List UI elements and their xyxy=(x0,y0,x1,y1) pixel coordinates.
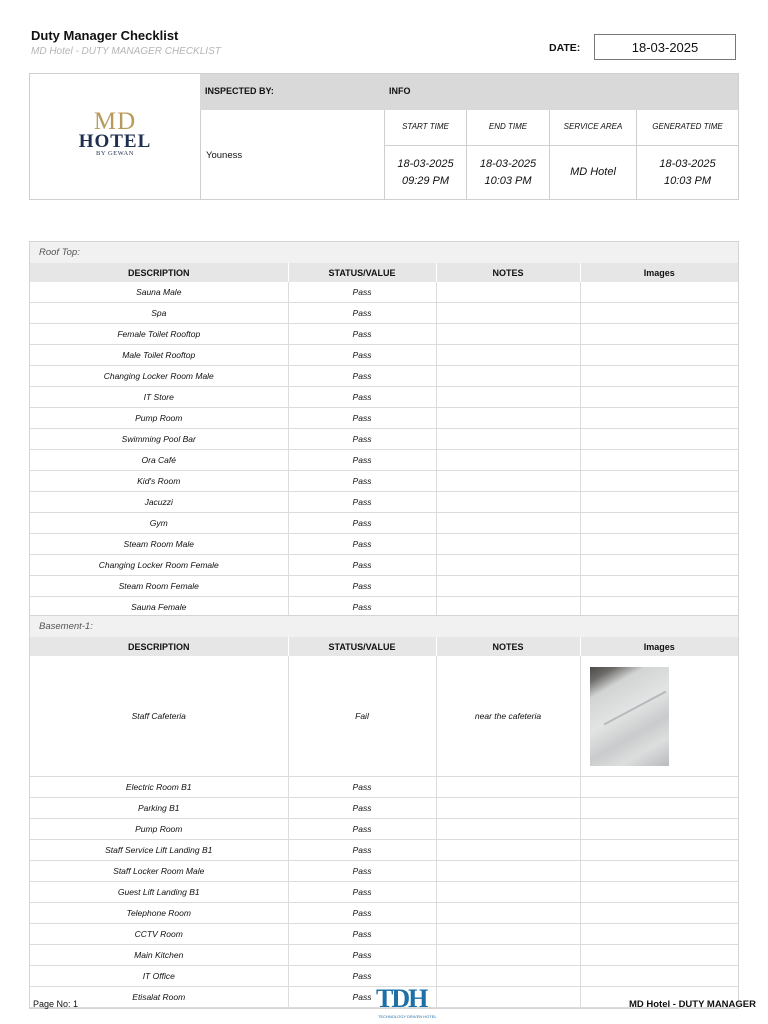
row-description: Staff Locker Room Male xyxy=(30,861,288,882)
row-notes xyxy=(436,450,580,471)
table-row xyxy=(30,303,738,324)
row-status: Pass xyxy=(288,597,436,618)
row-status: Pass xyxy=(288,534,436,555)
inspected-by-label: INSPECTED BY: xyxy=(205,86,274,96)
row-images xyxy=(580,882,738,903)
row-status: Pass xyxy=(288,882,436,903)
row-description: Jacuzzi xyxy=(30,492,288,513)
row-status: Pass xyxy=(288,903,436,924)
start-clock: 09:29 PM xyxy=(401,175,450,187)
table-row xyxy=(30,429,738,450)
issue-photo-thumbnail[interactable] xyxy=(590,667,669,766)
table-row xyxy=(30,555,738,576)
row-description: Male Toilet Rooftop xyxy=(30,345,288,366)
generated-clock: 10:03 PM xyxy=(663,175,712,187)
row-status: Pass xyxy=(288,345,436,366)
page-subtitle: MD Hotel - DUTY MANAGER CHECKLIST xyxy=(31,46,221,57)
row-notes xyxy=(436,303,580,324)
row-status: Pass xyxy=(288,282,436,303)
table-row xyxy=(30,450,738,471)
inspector-name: Youness xyxy=(206,150,243,161)
row-notes xyxy=(436,861,580,882)
row-notes xyxy=(436,471,580,492)
row-status: Pass xyxy=(288,303,436,324)
row-images xyxy=(580,576,738,597)
header-notes: NOTES xyxy=(436,263,580,282)
row-images xyxy=(580,798,738,819)
end-clock: 10:03 PM xyxy=(484,175,532,187)
row-description: Sauna Female xyxy=(30,597,288,618)
checklist-section xyxy=(29,241,739,619)
logo-md-text: MD xyxy=(93,107,137,135)
footer-report-name: MD Hotel - DUTY MANAGER xyxy=(628,999,756,1010)
header-notes: NOTES xyxy=(436,637,580,656)
table-row xyxy=(30,576,738,597)
row-images xyxy=(580,534,738,555)
end-date: 18-03-2025 xyxy=(479,158,537,170)
start-date: 18-03-2025 xyxy=(397,158,454,170)
row-description: Pump Room xyxy=(30,819,288,840)
row-description: Swimming Pool Bar xyxy=(30,429,288,450)
row-notes xyxy=(436,408,580,429)
row-notes xyxy=(436,366,580,387)
service-area-value: MD Hotel xyxy=(570,166,616,178)
row-images xyxy=(580,966,738,987)
row-notes xyxy=(436,387,580,408)
checklist-section xyxy=(29,615,739,1009)
row-status: Pass xyxy=(288,777,436,798)
logo-hotel-text: HOTEL xyxy=(78,130,152,152)
table-row xyxy=(30,903,738,924)
checklist-table xyxy=(30,637,738,1008)
row-images xyxy=(580,513,738,534)
table-row xyxy=(30,387,738,408)
row-images xyxy=(580,777,738,798)
row-notes xyxy=(436,576,580,597)
row-notes xyxy=(436,882,580,903)
page-number: Page No: 1 xyxy=(33,999,79,1009)
row-notes xyxy=(436,282,580,303)
header-status: STATUS/VALUE xyxy=(288,637,436,656)
row-status: Pass xyxy=(288,408,436,429)
row-description: IT Office xyxy=(30,966,288,987)
start-time-header: START TIME xyxy=(402,122,449,131)
row-description: Spa xyxy=(30,303,288,324)
table-row xyxy=(30,656,738,777)
row-description: Female Toilet Rooftop xyxy=(30,324,288,345)
row-status: Pass xyxy=(288,819,436,840)
row-status: Pass xyxy=(288,471,436,492)
row-images xyxy=(580,303,738,324)
row-images xyxy=(580,450,738,471)
date-value: 18-03-2025 xyxy=(594,34,736,60)
info-label: INFO xyxy=(389,86,411,96)
table-row xyxy=(30,513,738,534)
table-row xyxy=(30,819,738,840)
row-images xyxy=(580,366,738,387)
row-notes xyxy=(436,987,580,1008)
row-description: CCTV Room xyxy=(30,924,288,945)
row-notes xyxy=(436,924,580,945)
generated-time-header: GENERATED TIME xyxy=(652,122,723,131)
table-row xyxy=(30,282,738,303)
table-row xyxy=(30,492,738,513)
header-status: STATUS/VALUE xyxy=(288,263,436,282)
logo-by-text: BY GEWAN xyxy=(96,149,134,157)
date-label: DATE: xyxy=(549,42,581,54)
row-notes xyxy=(436,945,580,966)
row-status: Pass xyxy=(288,840,436,861)
start-time-value xyxy=(385,156,466,190)
row-status: Pass xyxy=(288,576,436,597)
row-description: IT Store xyxy=(30,387,288,408)
row-description: Electric Room B1 xyxy=(30,777,288,798)
generated-time-value xyxy=(637,156,738,190)
row-description: Ora Café xyxy=(30,450,288,471)
row-notes xyxy=(436,840,580,861)
row-description: Steam Room Female xyxy=(30,576,288,597)
row-description: Parking B1 xyxy=(30,798,288,819)
row-description: Staff Cafeteria xyxy=(30,656,288,777)
row-description: Guest Lift Landing B1 xyxy=(30,882,288,903)
row-status: Pass xyxy=(288,945,436,966)
row-notes xyxy=(436,777,580,798)
section-title: Basement-1: xyxy=(30,616,738,637)
row-status: Pass xyxy=(288,513,436,534)
info-header-bar xyxy=(200,74,738,110)
row-description: Main Kitchen xyxy=(30,945,288,966)
row-description: Changing Locker Room Male xyxy=(30,366,288,387)
row-notes xyxy=(436,903,580,924)
inspection-info-panel xyxy=(29,73,739,200)
row-notes xyxy=(436,555,580,576)
generated-date: 18-03-2025 xyxy=(659,158,716,170)
table-row xyxy=(30,840,738,861)
table-row xyxy=(30,534,738,555)
row-images xyxy=(580,656,738,777)
row-images xyxy=(580,429,738,450)
tdh-logo-text: TDH xyxy=(376,984,427,1013)
end-time-header: END TIME xyxy=(488,122,528,131)
header-images: Images xyxy=(580,263,738,282)
tdh-logo xyxy=(374,984,437,1020)
row-images xyxy=(580,492,738,513)
row-description: Kid's Room xyxy=(30,471,288,492)
table-row xyxy=(30,345,738,366)
row-description: Telephone Room xyxy=(30,903,288,924)
row-notes xyxy=(436,534,580,555)
header-description: DESCRIPTION xyxy=(30,637,288,656)
row-status: Pass xyxy=(288,861,436,882)
tdh-logo-subtext: TECHNOLOGY DRIVEN HOTEL xyxy=(378,1014,437,1019)
row-images xyxy=(580,924,738,945)
row-images xyxy=(580,408,738,429)
row-status: Pass xyxy=(288,492,436,513)
row-description: Staff Service Lift Landing B1 xyxy=(30,840,288,861)
row-status: Pass xyxy=(288,387,436,408)
table-row xyxy=(30,408,738,429)
table-row xyxy=(30,924,738,945)
row-status: Pass xyxy=(288,555,436,576)
row-status: Pass xyxy=(288,324,436,345)
end-time-value xyxy=(467,156,549,190)
row-description: Steam Room Male xyxy=(30,534,288,555)
table-row xyxy=(30,882,738,903)
table-row xyxy=(30,861,738,882)
row-status: Pass xyxy=(288,429,436,450)
header-description: DESCRIPTION xyxy=(30,263,288,282)
checklist-table xyxy=(30,263,738,618)
row-notes xyxy=(436,345,580,366)
row-images xyxy=(580,903,738,924)
section-title: Roof Top: xyxy=(30,242,738,263)
row-images xyxy=(580,861,738,882)
table-row xyxy=(30,777,738,798)
row-notes xyxy=(436,429,580,450)
row-status: Pass xyxy=(288,966,436,987)
row-status: Pass xyxy=(288,924,436,945)
row-notes xyxy=(436,798,580,819)
row-images xyxy=(580,555,738,576)
row-notes xyxy=(436,324,580,345)
row-images xyxy=(580,840,738,861)
row-images xyxy=(580,282,738,303)
row-description: Sauna Male xyxy=(30,282,288,303)
row-notes xyxy=(436,513,580,534)
row-images xyxy=(580,819,738,840)
service-area-header: SERVICE AREA xyxy=(563,122,623,131)
row-status: Pass xyxy=(288,366,436,387)
row-notes xyxy=(436,966,580,987)
table-row xyxy=(30,945,738,966)
page-title: Duty Manager Checklist xyxy=(31,28,179,43)
row-notes: near the cafeteria xyxy=(436,656,580,777)
row-images xyxy=(580,324,738,345)
table-row xyxy=(30,324,738,345)
row-images xyxy=(580,345,738,366)
row-description: Etisalat Room xyxy=(30,987,288,1008)
row-notes xyxy=(436,819,580,840)
row-images xyxy=(580,471,738,492)
row-status: Fail xyxy=(288,656,436,777)
row-description: Changing Locker Room Female xyxy=(30,555,288,576)
row-status: Pass xyxy=(288,798,436,819)
row-images xyxy=(580,387,738,408)
table-row xyxy=(30,798,738,819)
table-row xyxy=(30,366,738,387)
row-status: Pass xyxy=(288,450,436,471)
header-images: Images xyxy=(580,637,738,656)
row-description: Gym xyxy=(30,513,288,534)
row-description: Pump Room xyxy=(30,408,288,429)
table-row xyxy=(30,471,738,492)
row-status: Pass xyxy=(288,987,436,1008)
row-notes xyxy=(436,492,580,513)
hotel-logo xyxy=(30,74,201,199)
row-images xyxy=(580,945,738,966)
